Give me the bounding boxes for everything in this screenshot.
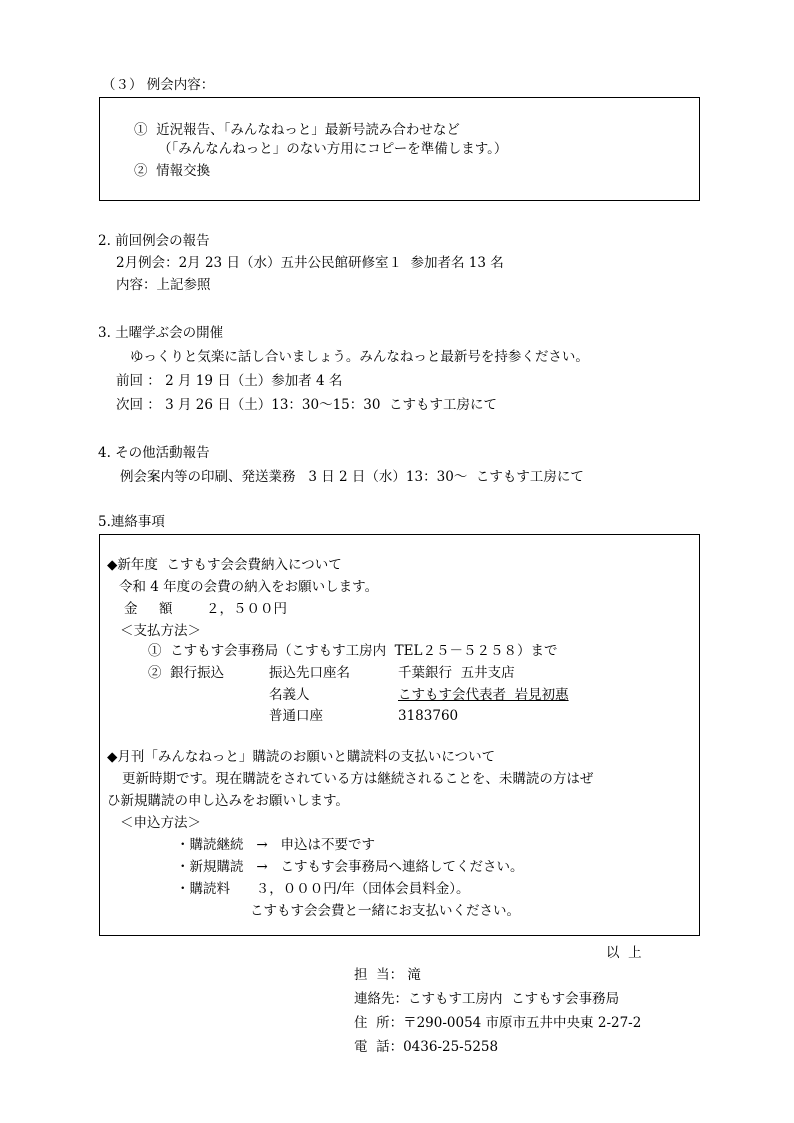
amount-label: 金 額 [124, 601, 173, 617]
account-name-label: 振込先口座名 [269, 665, 350, 681]
account-number: 3183760 [398, 708, 459, 724]
agenda-item-1: ① 近況報告、「みんなねっと」最新号読み合わせなど [134, 122, 460, 138]
apply-methods-label: ＜申込方法＞ [120, 815, 201, 831]
apply-new: ・新規購読 → こすもす会事務局へ連絡してください。 [176, 859, 524, 875]
amount-value: ２，５００円 [206, 601, 287, 617]
fee-title: ◆新年度 こすもす会会費納入について [107, 557, 342, 573]
closing-phone: 電 話：0436-25-5258 [354, 1039, 499, 1055]
apply-note: こすもす会会費と一緒にお支払いください。 [250, 903, 520, 919]
subscription-title: ◆月刊「みんなねっと」購読のお願いと購読料の支払いについて [107, 749, 496, 765]
agenda-item-1-note: （「みんなんねっと」のない方用にコピーを準備します。） [158, 141, 508, 157]
other-line-1: 例会案内等の印刷、発送業務 3 日 2 日（水）13：30～ こすもす工房にて [120, 469, 584, 485]
bank-name: 千葉銀行 五井支店 [398, 665, 515, 681]
payment-method-2: ② 銀行振込 [148, 665, 225, 681]
agenda-item-2: ② 情報交換 [134, 163, 211, 179]
closing-end: 以 上 [606, 945, 642, 961]
fee-line-1: 令和 4 年度の会費の納入をお願いします。 [119, 579, 379, 595]
saturday-previous: 前回 ： 2 月 19 日（土）参加者 4 名 [116, 373, 343, 389]
report-line-1: 2月例会：2月 23 日（水）五井公民館研修室１ 参加者名 13 名 [116, 255, 504, 271]
payment-methods-label: ＜支払方法＞ [120, 623, 201, 639]
report-heading: 2. 前回例会の報告 [98, 233, 210, 249]
subscription-line-2: ひ新規購読の申し込みをお願いします。 [107, 793, 349, 809]
payment-method-1: ① こすもす会事務局（こすもす工房内 TEL２５－５２５８）まで [148, 643, 558, 659]
saturday-next: 次回 ： 3 月 26 日（土）13：30～15：30 こすもす工房にて [116, 397, 498, 413]
saturday-line-1: ゆっくりと気楽に話し合いましょう。みんなねっと最新号を持参ください。 [130, 349, 589, 365]
closing-office: 連絡先：こすもす工房内 こすもす会事務局 [354, 991, 620, 1007]
holder-name: こすもす会代表者 岩見初惠 [398, 687, 569, 703]
apply-fee: ・購読料 ３，０００円/年（団体会員料金）。 [176, 881, 470, 897]
section3-heading: （３） 例会内容： [102, 77, 215, 93]
holder-label: 名義人 [269, 687, 310, 703]
report-line-2: 内容：上記参照 [116, 277, 211, 293]
subscription-line-1: 更新時期です。現在購読をされている方は継続されることを、未購読の方はぜ [122, 771, 594, 787]
apply-continue: ・購読継続 → 申込は不要です [176, 837, 376, 853]
saturday-heading: 3. 土曜学ぶ会の開催 [98, 325, 224, 341]
closing-person: 担 当： 滝 [354, 967, 421, 983]
ordinary-account-label: 普通口座 [269, 708, 323, 724]
contact-heading: 5.連絡事項 [98, 514, 165, 530]
other-heading: 4. その他活動報告 [98, 445, 210, 461]
closing-address: 住 所：〒290-0054 市原市五井中央東 2-27-2 [354, 1015, 642, 1031]
